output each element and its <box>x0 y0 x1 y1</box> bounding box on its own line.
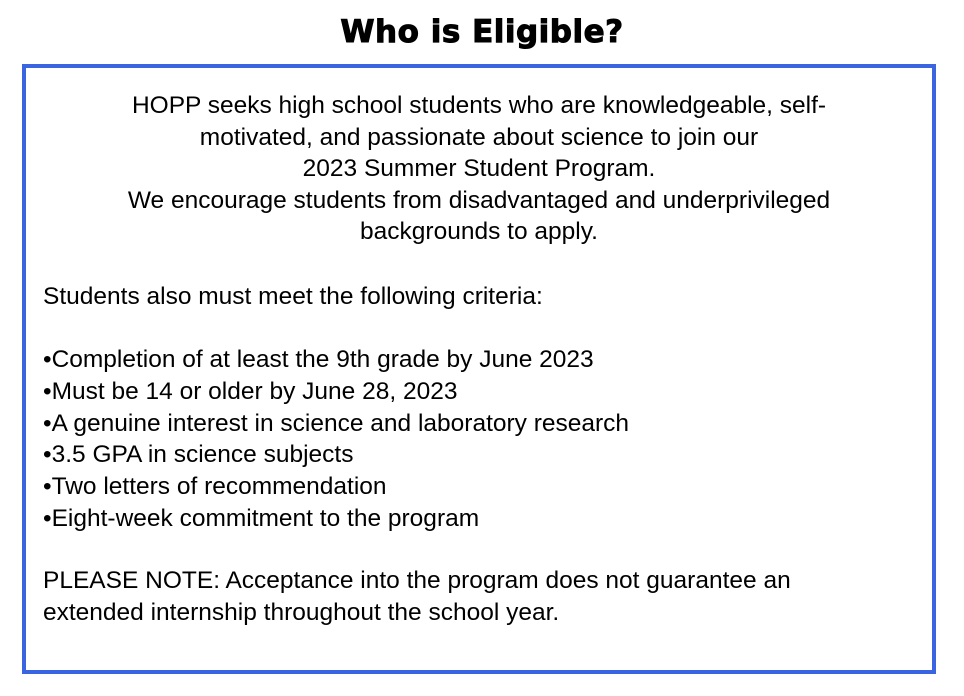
note-line: extended internship throughout the school year. <box>43 598 560 626</box>
please-note <box>43 565 923 628</box>
page-title: Who is Eligible? <box>340 14 624 50</box>
intro-line: backgrounds to apply. <box>360 218 598 245</box>
criteria-item: •Must be 14 or older by June 28, 2023 <box>43 377 458 405</box>
intro-paragraph <box>26 90 932 248</box>
criteria-item: •Eight-week commitment to the program <box>43 504 480 532</box>
intro-line: We encourage students from disadvantaged and underprivileged <box>127 186 831 214</box>
criteria-item: •Completion of at least the 9th grade by June 2023 <box>43 346 594 373</box>
criteria-item: •Two letters of recommendation <box>43 473 387 501</box>
criteria-list <box>43 344 629 535</box>
eligibility-box <box>22 64 936 674</box>
criteria-item: •A genuine interest in science and laboratory research <box>43 409 630 437</box>
criteria-heading: Students also must meet the following criteria: <box>43 283 543 310</box>
intro-line: HOPP seeks high school students who are knowledgeable, self- <box>131 92 827 119</box>
criteria-item: •3.5 GPA in science subjects <box>43 441 354 469</box>
intro-line: motivated, and passionate about science to join our <box>199 123 759 151</box>
intro-line: 2023 Summer Student Program. <box>302 155 656 182</box>
note-line: PLEASE NOTE: Acceptance into the program does not guarantee an <box>43 567 791 594</box>
